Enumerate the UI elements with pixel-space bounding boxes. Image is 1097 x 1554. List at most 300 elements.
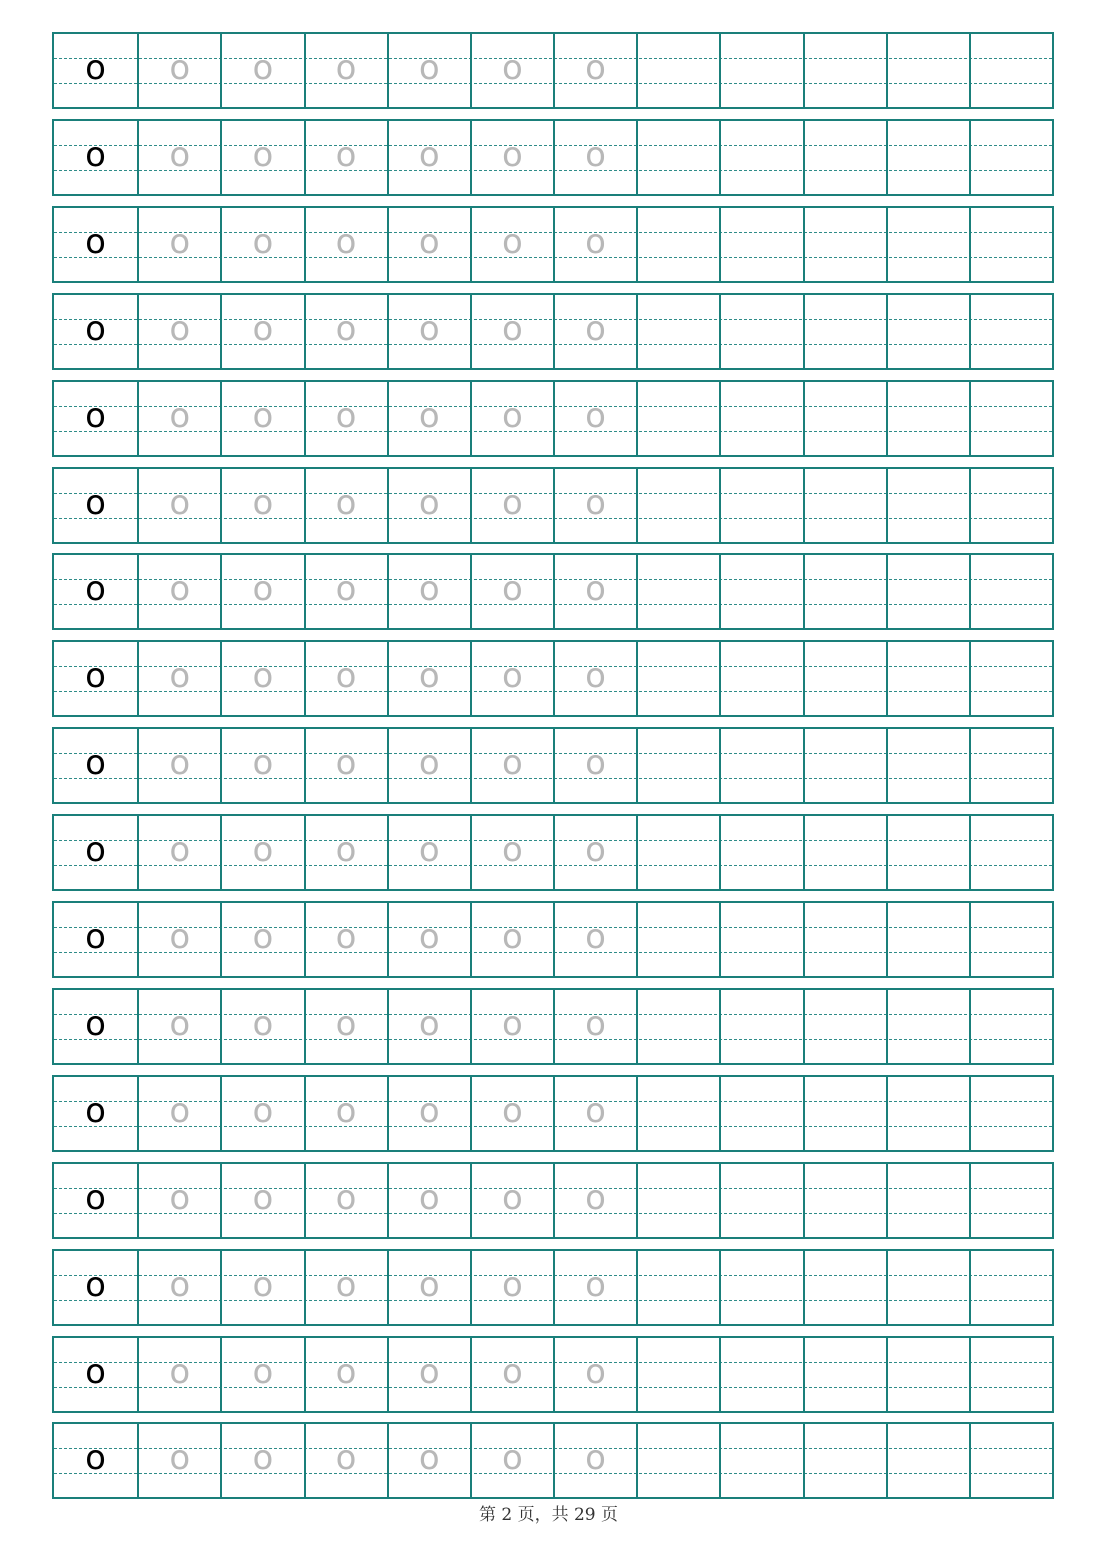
writing-cell (304, 1424, 387, 1497)
trace-letter: o (585, 569, 606, 609)
writing-cell (553, 469, 636, 542)
practice-row (52, 293, 1054, 370)
writing-cell (719, 295, 802, 368)
writing-cell (553, 642, 636, 715)
model-letter: o (85, 1265, 106, 1305)
model-cell (54, 555, 137, 628)
writing-cell (886, 1251, 969, 1324)
trace-letter: o (335, 222, 357, 262)
writing-cell (387, 642, 470, 715)
writing-cell (636, 121, 719, 194)
writing-cell (969, 1251, 1052, 1324)
writing-cell (719, 903, 802, 976)
trace-letter: o (502, 1438, 523, 1478)
trace-letter: o (585, 1352, 606, 1392)
practice-row (52, 1249, 1054, 1326)
model-cell (54, 1077, 137, 1150)
writing-cell (220, 1424, 303, 1497)
writing-cell (387, 121, 470, 194)
writing-cell (636, 642, 719, 715)
writing-cell (969, 1424, 1052, 1497)
writing-cell (470, 382, 553, 455)
writing-cell (304, 208, 387, 281)
trace-letter: o (335, 135, 357, 175)
trace-letter: o (335, 569, 357, 609)
writing-cell (719, 990, 802, 1063)
trace-letter: o (335, 656, 357, 696)
trace-letter: o (252, 569, 274, 609)
trace-letter: o (169, 569, 191, 609)
writing-cell (886, 34, 969, 107)
writing-cell (137, 295, 220, 368)
writing-cell (719, 816, 802, 889)
trace-letter: o (418, 656, 440, 696)
trace-letter: o (502, 1091, 523, 1131)
writing-cell (137, 1424, 220, 1497)
model-letter: o (85, 309, 106, 349)
model-letter: o (85, 1352, 106, 1392)
trace-letter: o (252, 396, 274, 436)
practice-row (52, 901, 1054, 978)
practice-row (52, 467, 1054, 544)
trace-letter: o (418, 48, 440, 88)
trace-letter: o (169, 917, 191, 957)
writing-cell (719, 469, 802, 542)
writing-cell (886, 1424, 969, 1497)
writing-cell (220, 1077, 303, 1150)
writing-cell (387, 729, 470, 802)
writing-cell (719, 1424, 802, 1497)
page-footer: 第 2 页，共 29 页 (478, 1505, 619, 1525)
trace-letter: o (418, 222, 440, 262)
writing-cell (220, 990, 303, 1063)
writing-cell (387, 469, 470, 542)
trace-letter: o (585, 743, 606, 783)
trace-letter: o (585, 1004, 606, 1044)
trace-letter: o (585, 1091, 606, 1131)
writing-cell (470, 642, 553, 715)
writing-cell (803, 816, 886, 889)
trace-letter: o (502, 483, 523, 523)
trace-letter: o (252, 48, 274, 88)
writing-cell (886, 816, 969, 889)
trace-letter: o (585, 135, 606, 175)
writing-cell (969, 1077, 1052, 1150)
writing-cell (553, 1338, 636, 1411)
writing-cell (220, 1338, 303, 1411)
model-cell (54, 469, 137, 542)
trace-letter: o (252, 656, 274, 696)
writing-cell (304, 1338, 387, 1411)
trace-letter: o (418, 1091, 440, 1131)
writing-cell (719, 1077, 802, 1150)
model-letter: o (85, 1438, 106, 1478)
writing-cell (137, 34, 220, 107)
writing-cell (886, 990, 969, 1063)
writing-cell (886, 469, 969, 542)
writing-cell (387, 1077, 470, 1150)
writing-cell (304, 1077, 387, 1150)
writing-cell (387, 1164, 470, 1237)
trace-letter: o (252, 1091, 274, 1131)
model-letter: o (85, 1178, 106, 1218)
trace-letter: o (252, 1438, 274, 1478)
writing-cell (969, 1338, 1052, 1411)
writing-cell (137, 555, 220, 628)
writing-cell (553, 990, 636, 1063)
trace-letter: o (335, 917, 357, 957)
trace-letter: o (502, 222, 523, 262)
trace-letter: o (252, 1178, 274, 1218)
model-letter: o (85, 917, 106, 957)
writing-cell (470, 1424, 553, 1497)
writing-cell (719, 382, 802, 455)
writing-cell (969, 903, 1052, 976)
trace-letter: o (585, 48, 606, 88)
trace-letter: o (169, 830, 191, 870)
model-letter: o (85, 483, 106, 523)
writing-cell (636, 1338, 719, 1411)
trace-letter: o (252, 743, 274, 783)
practice-row (52, 1075, 1054, 1152)
writing-cell (969, 729, 1052, 802)
writing-cell (636, 382, 719, 455)
trace-letter: o (502, 135, 523, 175)
writing-cell (387, 1338, 470, 1411)
writing-cell (886, 903, 969, 976)
writing-cell (553, 903, 636, 976)
writing-cell (470, 990, 553, 1063)
writing-cell (470, 34, 553, 107)
practice-row (52, 32, 1054, 109)
trace-letter: o (252, 830, 274, 870)
writing-cell (137, 208, 220, 281)
writing-cell (636, 1164, 719, 1237)
writing-cell (387, 382, 470, 455)
trace-letter: o (418, 1178, 440, 1218)
trace-letter: o (169, 743, 191, 783)
trace-letter: o (169, 1091, 191, 1131)
writing-cell (719, 121, 802, 194)
model-letter: o (85, 656, 106, 696)
trace-letter: o (418, 309, 440, 349)
practice-row (52, 1336, 1054, 1413)
model-letter: o (85, 1091, 106, 1131)
writing-cell (636, 555, 719, 628)
trace-letter: o (418, 483, 440, 523)
writing-cell (886, 729, 969, 802)
writing-cell (886, 208, 969, 281)
trace-letter: o (335, 309, 357, 349)
model-cell (54, 295, 137, 368)
writing-cell (220, 729, 303, 802)
writing-cell (553, 1251, 636, 1324)
model-cell (54, 729, 137, 802)
writing-cell (304, 642, 387, 715)
practice-row (52, 553, 1054, 630)
writing-cell (886, 1164, 969, 1237)
writing-cell (719, 729, 802, 802)
writing-cell (470, 729, 553, 802)
model-letter: o (85, 743, 106, 783)
trace-letter: o (335, 48, 357, 88)
writing-cell (470, 1164, 553, 1237)
model-letter: o (85, 135, 106, 175)
practice-row (52, 1162, 1054, 1239)
trace-letter: o (585, 917, 606, 957)
trace-letter: o (585, 222, 606, 262)
writing-cell (304, 816, 387, 889)
writing-cell (886, 642, 969, 715)
writing-cell (719, 555, 802, 628)
writing-cell (304, 903, 387, 976)
writing-cell (636, 903, 719, 976)
practice-row (52, 119, 1054, 196)
writing-cell (636, 816, 719, 889)
writing-cell (137, 990, 220, 1063)
model-cell (54, 382, 137, 455)
writing-cell (803, 1338, 886, 1411)
model-cell (54, 208, 137, 281)
writing-cell (137, 816, 220, 889)
trace-letter: o (335, 1178, 357, 1218)
writing-cell (969, 295, 1052, 368)
writing-cell (387, 1424, 470, 1497)
trace-letter: o (335, 483, 357, 523)
trace-letter: o (169, 1265, 191, 1305)
writing-cell (553, 208, 636, 281)
trace-letter: o (502, 917, 523, 957)
writing-cell (387, 295, 470, 368)
writing-cell (719, 1338, 802, 1411)
writing-cell (220, 34, 303, 107)
trace-letter: o (169, 396, 191, 436)
writing-cell (470, 1077, 553, 1150)
writing-cell (719, 642, 802, 715)
trace-letter: o (585, 396, 606, 436)
trace-letter: o (502, 1178, 523, 1218)
trace-letter: o (418, 1265, 440, 1305)
writing-cell (803, 295, 886, 368)
writing-cell (803, 34, 886, 107)
writing-cell (304, 555, 387, 628)
writing-cell (636, 295, 719, 368)
writing-cell (470, 555, 553, 628)
practice-row (52, 640, 1054, 717)
writing-cell (137, 729, 220, 802)
writing-cell (304, 990, 387, 1063)
writing-cell (553, 382, 636, 455)
practice-row (52, 1422, 1054, 1499)
trace-letter: o (252, 1004, 274, 1044)
practice-row (52, 206, 1054, 283)
writing-cell (636, 990, 719, 1063)
trace-letter: o (585, 830, 606, 870)
writing-cell (220, 555, 303, 628)
writing-cell (220, 121, 303, 194)
writing-cell (969, 642, 1052, 715)
model-cell (54, 1424, 137, 1497)
writing-cell (636, 34, 719, 107)
writing-cell (969, 469, 1052, 542)
writing-cell (137, 1251, 220, 1324)
model-cell (54, 816, 137, 889)
writing-cell (553, 121, 636, 194)
trace-letter: o (418, 1352, 440, 1392)
trace-letter: o (585, 1438, 606, 1478)
trace-letter: o (335, 1004, 357, 1044)
model-letter: o (85, 569, 106, 609)
writing-cell (636, 1424, 719, 1497)
writing-cell (636, 208, 719, 281)
writing-cell (886, 1338, 969, 1411)
practice-row (52, 380, 1054, 457)
writing-cell (969, 990, 1052, 1063)
writing-cell (470, 816, 553, 889)
writing-cell (304, 469, 387, 542)
model-letter: o (85, 48, 106, 88)
writing-cell (803, 990, 886, 1063)
model-cell (54, 121, 137, 194)
trace-letter: o (585, 309, 606, 349)
model-cell (54, 1338, 137, 1411)
writing-cell (220, 903, 303, 976)
trace-letter: o (502, 309, 523, 349)
writing-cell (553, 1164, 636, 1237)
trace-letter: o (169, 1352, 191, 1392)
trace-letter: o (585, 1265, 606, 1305)
writing-cell (803, 903, 886, 976)
writing-cell (470, 903, 553, 976)
writing-cell (137, 903, 220, 976)
model-cell (54, 34, 137, 107)
trace-letter: o (169, 309, 191, 349)
writing-cell (220, 295, 303, 368)
trace-letter: o (418, 135, 440, 175)
trace-letter: o (585, 656, 606, 696)
writing-cell (137, 1338, 220, 1411)
writing-cell (553, 729, 636, 802)
writing-cell (470, 208, 553, 281)
writing-cell (387, 1251, 470, 1324)
trace-letter: o (335, 743, 357, 783)
writing-cell (470, 121, 553, 194)
trace-letter: o (418, 569, 440, 609)
writing-cell (220, 208, 303, 281)
writing-cell (969, 121, 1052, 194)
writing-cell (304, 382, 387, 455)
trace-letter: o (335, 1352, 357, 1392)
writing-cell (304, 295, 387, 368)
trace-letter: o (335, 396, 357, 436)
trace-letter: o (418, 743, 440, 783)
writing-cell (387, 990, 470, 1063)
model-cell (54, 1251, 137, 1324)
writing-cell (719, 1164, 802, 1237)
trace-letter: o (252, 1352, 274, 1392)
trace-letter: o (252, 1265, 274, 1305)
writing-cell (886, 121, 969, 194)
trace-letter: o (169, 222, 191, 262)
writing-cell (387, 208, 470, 281)
writing-cell (304, 729, 387, 802)
trace-letter: o (585, 1178, 606, 1218)
writing-cell (387, 555, 470, 628)
writing-cell (803, 382, 886, 455)
writing-cell (470, 1251, 553, 1324)
writing-cell (553, 555, 636, 628)
trace-letter: o (252, 135, 274, 175)
model-letter: o (85, 1004, 106, 1044)
writing-cell (553, 816, 636, 889)
writing-cell (803, 208, 886, 281)
writing-cell (387, 816, 470, 889)
trace-letter: o (252, 222, 274, 262)
writing-cell (969, 555, 1052, 628)
writing-cell (304, 121, 387, 194)
writing-cell (969, 382, 1052, 455)
trace-letter: o (169, 1438, 191, 1478)
writing-cell (886, 295, 969, 368)
trace-letter: o (585, 483, 606, 523)
trace-letter: o (169, 48, 191, 88)
writing-cell (220, 816, 303, 889)
writing-cell (969, 1164, 1052, 1237)
writing-cell (387, 34, 470, 107)
writing-cell (636, 729, 719, 802)
model-cell (54, 990, 137, 1063)
writing-cell (220, 1164, 303, 1237)
trace-letter: o (502, 830, 523, 870)
practice-row (52, 814, 1054, 891)
writing-cell (969, 816, 1052, 889)
trace-letter: o (418, 396, 440, 436)
practice-row (52, 988, 1054, 1065)
trace-letter: o (502, 1352, 523, 1392)
trace-letter: o (335, 1265, 357, 1305)
trace-letter: o (252, 917, 274, 957)
trace-letter: o (335, 1438, 357, 1478)
writing-cell (220, 469, 303, 542)
model-letter: o (85, 830, 106, 870)
writing-cell (803, 1424, 886, 1497)
writing-cell (636, 469, 719, 542)
writing-cell (803, 1251, 886, 1324)
model-letter: o (85, 222, 106, 262)
writing-cell (636, 1251, 719, 1324)
writing-cell (719, 208, 802, 281)
trace-letter: o (502, 656, 523, 696)
trace-letter: o (502, 743, 523, 783)
writing-cell (137, 469, 220, 542)
writing-cell (719, 1251, 802, 1324)
writing-cell (137, 382, 220, 455)
writing-cell (220, 382, 303, 455)
trace-letter: o (169, 1178, 191, 1218)
writing-cell (304, 1251, 387, 1324)
writing-cell (137, 642, 220, 715)
model-cell (54, 642, 137, 715)
writing-cell (886, 555, 969, 628)
writing-cell (553, 295, 636, 368)
model-cell (54, 903, 137, 976)
writing-cell (803, 1164, 886, 1237)
writing-cell (470, 295, 553, 368)
trace-letter: o (335, 1091, 357, 1131)
practice-row (52, 727, 1054, 804)
trace-letter: o (169, 483, 191, 523)
writing-cell (803, 729, 886, 802)
